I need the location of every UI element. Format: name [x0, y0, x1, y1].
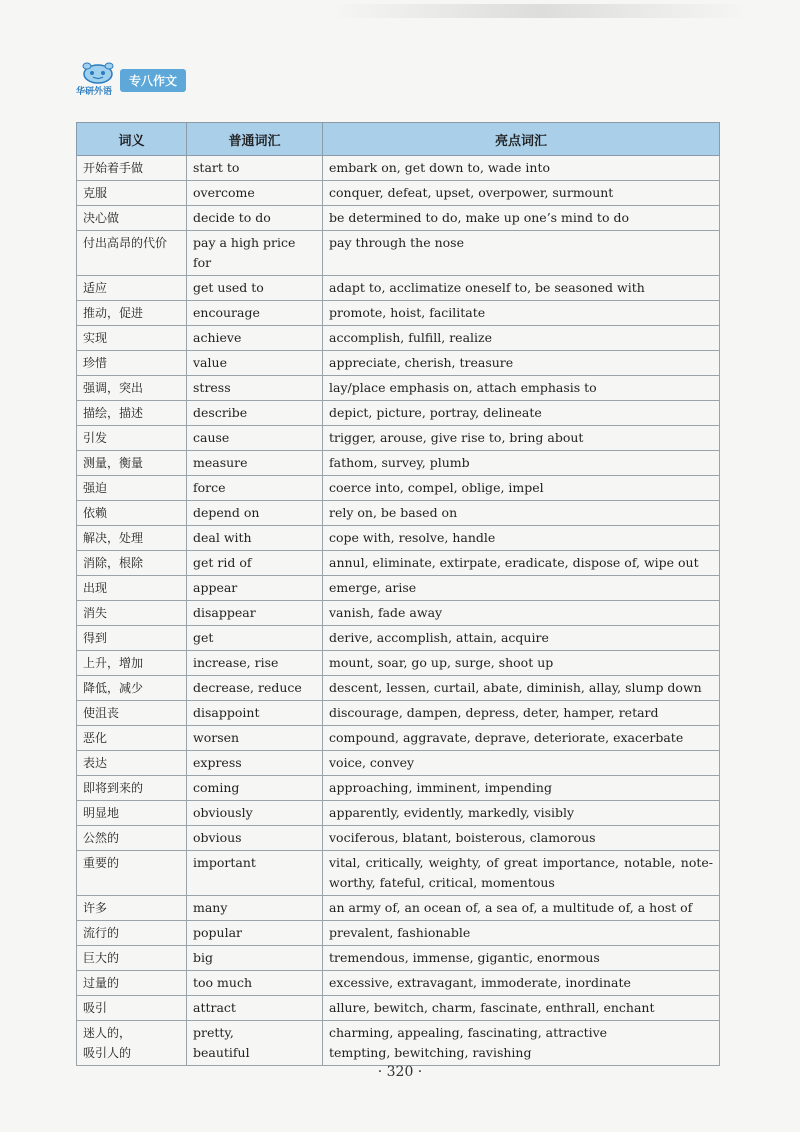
cell-common-word: worsen — [187, 726, 323, 751]
cell-meaning: 巨大的 — [77, 946, 187, 971]
cell-common-word: big — [187, 946, 323, 971]
cell-common-word: get used to — [187, 276, 323, 301]
cell-common-word: depend on — [187, 501, 323, 526]
table-row — [77, 676, 720, 701]
cell-meaning: 使沮丧 — [77, 701, 187, 726]
cell-common-word: decide to do — [187, 206, 323, 231]
cell-highlight-words: descent, lessen, curtail, abate, diminish, allay, slump down — [323, 676, 720, 701]
cell-meaning: 明显地 — [77, 801, 187, 826]
cell-common-word: achieve — [187, 326, 323, 351]
cell-highlight-words: promote, hoist, facilitate — [323, 301, 720, 326]
cell-meaning: 付出高昂的代价 — [77, 231, 187, 276]
cell-highlight-words: discourage, dampen, depress, deter, hamper, retard — [323, 701, 720, 726]
cell-highlight-words: appreciate, cherish, treasure — [323, 351, 720, 376]
table-row — [77, 971, 720, 996]
cell-meaning: 恶化 — [77, 726, 187, 751]
cell-meaning: 许多 — [77, 896, 187, 921]
table-row — [77, 181, 720, 206]
cell-meaning: 消除，根除 — [77, 551, 187, 576]
table-row — [77, 601, 720, 626]
cell-meaning: 开始着手做 — [77, 156, 187, 181]
cell-common-word: express — [187, 751, 323, 776]
table-row — [77, 231, 720, 276]
table-row — [77, 651, 720, 676]
cell-highlight-words: conquer, defeat, upset, overpower, surmount — [323, 181, 720, 206]
cell-meaning: 出现 — [77, 576, 187, 601]
cell-highlight-words: allure, bewitch, charm, fascinate, enthrall, enchant — [323, 996, 720, 1021]
cell-highlight-words: pay through the nose — [323, 231, 720, 276]
cell-common-word: stress — [187, 376, 323, 401]
cell-common-word: encourage — [187, 301, 323, 326]
cell-highlight-words: lay/place emphasis on, attach emphasis to — [323, 376, 720, 401]
table-row — [77, 946, 720, 971]
cell-meaning: 消失 — [77, 601, 187, 626]
cell-meaning: 降低，减少 — [77, 676, 187, 701]
cell-highlight-words: annul, eliminate, extirpate, eradicate, dispose of, wipe out — [323, 551, 720, 576]
table-row — [77, 751, 720, 776]
cell-highlight-words: apparently, evidently, markedly, visibly — [323, 801, 720, 826]
cell-meaning: 表达 — [77, 751, 187, 776]
cell-highlight-words: derive, accomplish, attain, acquire — [323, 626, 720, 651]
cell-common-word: get — [187, 626, 323, 651]
cell-common-word: overcome — [187, 181, 323, 206]
table-row — [77, 851, 720, 896]
cell-meaning: 吸引 — [77, 996, 187, 1021]
cell-meaning: 适应 — [77, 276, 187, 301]
table-row — [77, 526, 720, 551]
table-row — [77, 826, 720, 851]
cell-common-word: popular — [187, 921, 323, 946]
cell-common-word: decrease, reduce — [187, 676, 323, 701]
cell-meaning: 决心做 — [77, 206, 187, 231]
page-top-blur — [330, 4, 750, 18]
header-common-words: 普通词汇 — [187, 123, 323, 156]
cell-meaning: 流行的 — [77, 921, 187, 946]
page-header — [76, 62, 736, 98]
cell-meaning: 公然的 — [77, 826, 187, 851]
cell-highlight-words: be determined to do, make up one’s mind to do — [323, 206, 720, 231]
table-row — [77, 401, 720, 426]
cell-highlight-words: tremendous, immense, gigantic, enormous — [323, 946, 720, 971]
cell-common-word: obvious — [187, 826, 323, 851]
cell-common-word: coming — [187, 776, 323, 801]
table-row — [77, 451, 720, 476]
table-row — [77, 426, 720, 451]
table-row — [77, 726, 720, 751]
cell-meaning: 即将到来的 — [77, 776, 187, 801]
cell-highlight-words: adapt to, acclimatize oneself to, be seasoned with — [323, 276, 720, 301]
cell-meaning: 引发 — [77, 426, 187, 451]
cell-common-word: disappoint — [187, 701, 323, 726]
page-number: · 320 · — [377, 1064, 423, 1080]
table-row — [77, 276, 720, 301]
cell-highlight-words: compound, aggravate, deprave, deteriorate, exacerbate — [323, 726, 720, 751]
cell-common-word: force — [187, 476, 323, 501]
table-body — [77, 156, 720, 1066]
vocabulary-table-wrapper — [76, 122, 719, 1066]
cell-meaning: 解决，处理 — [77, 526, 187, 551]
cell-meaning: 重要的 — [77, 851, 187, 896]
table-row — [77, 351, 720, 376]
table-row — [77, 501, 720, 526]
table-row — [77, 1021, 720, 1066]
cell-common-word: many — [187, 896, 323, 921]
cell-meaning: 测量，衡量 — [77, 451, 187, 476]
cell-meaning: 珍惜 — [77, 351, 187, 376]
table-row — [77, 206, 720, 231]
table-row — [77, 896, 720, 921]
table-row — [77, 801, 720, 826]
cell-highlight-words: vociferous, blatant, boisterous, clamorous — [323, 826, 720, 851]
cell-common-word: appear — [187, 576, 323, 601]
table-row — [77, 701, 720, 726]
table-row — [77, 776, 720, 801]
cell-common-word: increase, rise — [187, 651, 323, 676]
table-header-row — [77, 123, 720, 156]
cell-highlight-words: excessive, extravagant, immoderate, inordinate — [323, 971, 720, 996]
table-row — [77, 996, 720, 1021]
cell-meaning: 迷人的， 吸引人的 — [77, 1021, 187, 1066]
cell-highlight-words: cope with, resolve, handle — [323, 526, 720, 551]
cell-meaning: 强迫 — [77, 476, 187, 501]
cell-meaning: 依赖 — [77, 501, 187, 526]
cell-highlight-words: trigger, arouse, give rise to, bring about — [323, 426, 720, 451]
cell-meaning: 得到 — [77, 626, 187, 651]
table-row — [77, 326, 720, 351]
header-highlight-words: 亮点词汇 — [323, 123, 720, 156]
cell-highlight-words: voice, convey — [323, 751, 720, 776]
cell-highlight-words: accomplish, fulfill, realize — [323, 326, 720, 351]
cell-meaning: 推动，促进 — [77, 301, 187, 326]
cell-common-word: value — [187, 351, 323, 376]
cell-common-word: disappear — [187, 601, 323, 626]
table-row — [77, 476, 720, 501]
cell-highlight-words: depict, picture, portray, delineate — [323, 401, 720, 426]
cell-highlight-words: coerce into, compel, oblige, impel — [323, 476, 720, 501]
table-row — [77, 626, 720, 651]
cell-highlight-words: an army of, an ocean of, a sea of, a multitude of, a host of — [323, 896, 720, 921]
section-badge: 专八作文 — [120, 69, 186, 92]
cell-highlight-words: fathom, survey, plumb — [323, 451, 720, 476]
table-row — [77, 156, 720, 181]
cell-meaning: 描绘，描述 — [77, 401, 187, 426]
cell-highlight-words: vital, critically, weighty, of great importance, notable, note-worthy, fateful, critical, momentous — [323, 851, 720, 896]
cell-meaning: 过量的 — [77, 971, 187, 996]
cell-common-word: pretty, beautiful — [187, 1021, 323, 1066]
cell-common-word: start to — [187, 156, 323, 181]
table-row — [77, 376, 720, 401]
cell-common-word: get rid of — [187, 551, 323, 576]
cell-common-word: obviously — [187, 801, 323, 826]
cell-meaning: 克服 — [77, 181, 187, 206]
cell-highlight-words: vanish, fade away — [323, 601, 720, 626]
table-row — [77, 551, 720, 576]
cell-common-word: pay a high price for — [187, 231, 323, 276]
table-row — [77, 301, 720, 326]
cell-highlight-words: charming, appealing, fascinating, attractive tempting, bewitching, ravishing — [323, 1021, 720, 1066]
cell-highlight-words: rely on, be based on — [323, 501, 720, 526]
header-meaning: 词义 — [77, 123, 187, 156]
cell-common-word: cause — [187, 426, 323, 451]
table-row — [77, 921, 720, 946]
cell-common-word: describe — [187, 401, 323, 426]
cell-highlight-words: embark on, get down to, wade into — [323, 156, 720, 181]
cell-highlight-words: approaching, imminent, impending — [323, 776, 720, 801]
cell-meaning: 实现 — [77, 326, 187, 351]
cell-meaning: 强调，突出 — [77, 376, 187, 401]
cell-meaning: 上升，增加 — [77, 651, 187, 676]
logo-text: 华研外语 — [76, 87, 113, 97]
cell-highlight-words: prevalent, fashionable — [323, 921, 720, 946]
cell-common-word: deal with — [187, 526, 323, 551]
cell-common-word: measure — [187, 451, 323, 476]
cell-common-word: important — [187, 851, 323, 896]
cell-common-word: too much — [187, 971, 323, 996]
table-row — [77, 576, 720, 601]
cell-highlight-words: mount, soar, go up, surge, shoot up — [323, 651, 720, 676]
cell-highlight-words: emerge, arise — [323, 576, 720, 601]
vocabulary-table — [76, 122, 720, 1066]
cell-common-word: attract — [187, 996, 323, 1021]
